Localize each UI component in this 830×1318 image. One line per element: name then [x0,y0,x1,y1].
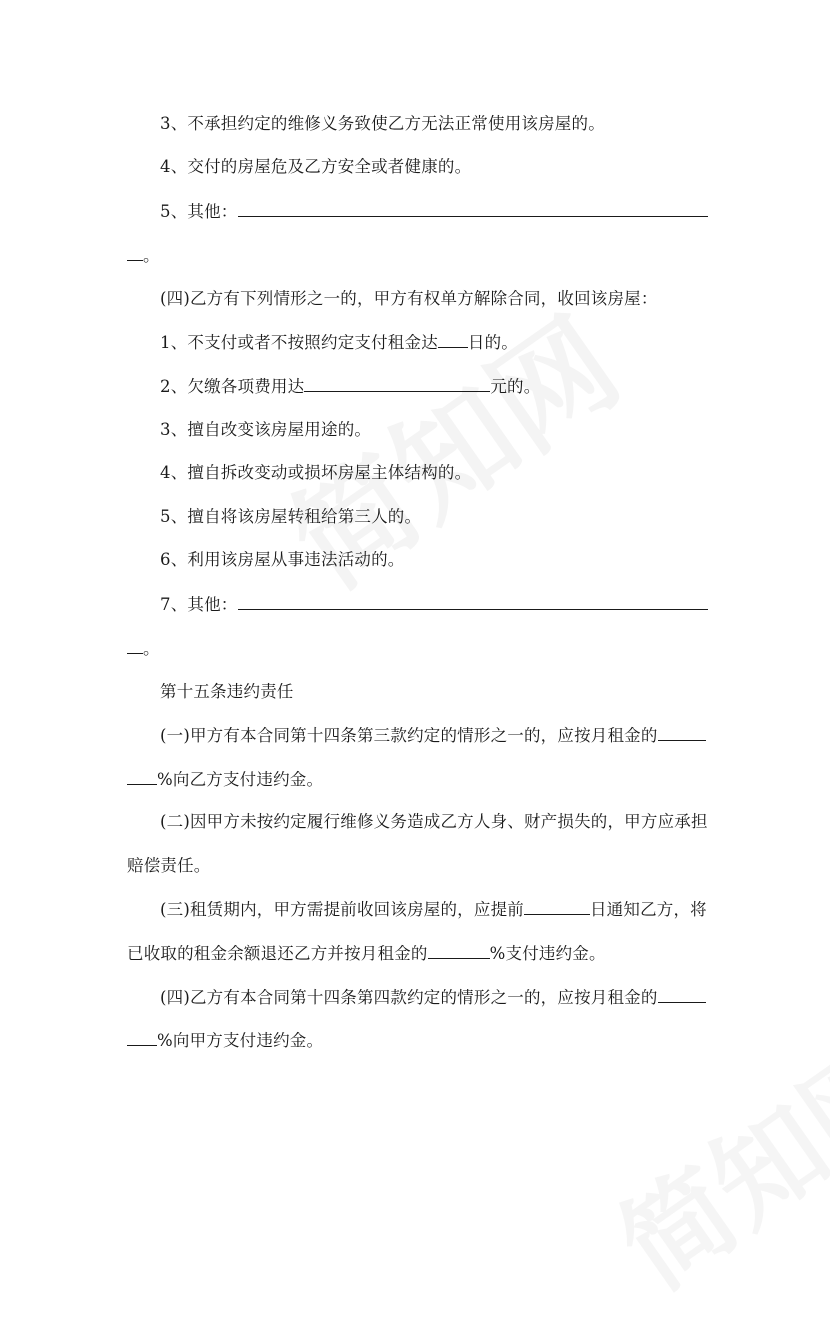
clause-item [160,330,518,355]
clause-text: 日的。 [467,333,519,352]
clause-other [160,199,708,224]
blank-field[interactable] [238,199,708,217]
watermark-bottom [585,1000,830,1318]
blank-field[interactable] [238,592,708,610]
clause-text: 2、欠缴各项费用达 [160,377,305,396]
clause-text: %向乙方支付违约金。 [157,770,324,789]
clause-text: 。 [143,246,160,265]
clause-text: (一)甲方有本合同第十四条第三款约定的情形之一的，应按月租金的 [160,726,658,745]
clause-item [160,897,707,922]
blank-field[interactable] [428,941,490,959]
clause-text: (三)租赁期内，甲方需提前收回该房屋的，应提前 [160,900,524,919]
blank-field[interactable] [127,243,143,261]
blank-field[interactable] [524,897,590,915]
clause-text: 5、擅自将该房屋转租给第三人的。 [160,507,422,526]
clause-item [160,374,540,399]
article-title: 第十五条违约责任 [160,682,294,701]
clause-text: %向甲方支付违约金。 [157,1031,324,1050]
clause-text: 5、其他： [160,202,238,221]
clause-text: (二)因甲方未按约定履行维修义务造成乙方人身、财产损失的，甲方应承担 [160,812,708,831]
clause-text: 1、不支付或者不按照约定支付租金达 [160,333,438,352]
clause-text: (四)乙方有本合同第十四条第四款约定的情形之一的，应按月租金的 [160,988,658,1007]
clause-text: 4、擅自拆改变动或损坏房屋主体结构的。 [160,463,472,482]
blank-field[interactable] [127,767,157,785]
blank-field[interactable] [127,1028,157,1046]
clause-text: 4、交付的房屋危及乙方安全或者健康的。 [160,157,472,176]
blank-field[interactable] [658,985,706,1003]
blank-field[interactable] [127,636,143,654]
clause-item-cont [127,941,606,966]
clause-item [160,985,706,1010]
blank-field[interactable] [658,723,706,741]
clause-text: 元的。 [490,377,541,396]
clause-heading: (四)乙方有下列情形之一的，甲方有权单方解除合同，收回该房屋： [160,289,658,308]
clause-text: %支付违约金。 [489,944,606,963]
clause-text: 7、其他： [160,595,238,614]
clause-text: 已收取的租金余额退还乙方并按月租金的 [127,944,428,963]
clause-text: 3、不承担约定的维修义务致使乙方无法正常使用该房屋的。 [160,114,605,133]
clause-other-cont [127,636,160,661]
blank-field[interactable] [438,330,468,348]
clause-item [160,723,706,748]
clause-text: 。 [143,639,160,658]
clause-other [160,592,708,617]
blank-field[interactable] [304,374,490,392]
clause-other-cont [127,243,160,268]
clause-text: 赔偿责任。 [127,856,211,875]
clause-item-cont [127,1028,323,1053]
clause-text: 6、利用该房屋从事违法活动的。 [160,550,405,569]
clause-text: 日通知乙方，将 [589,900,707,919]
clause-item-cont [127,767,323,792]
clause-text: 3、擅自改变该房屋用途的。 [160,420,372,439]
